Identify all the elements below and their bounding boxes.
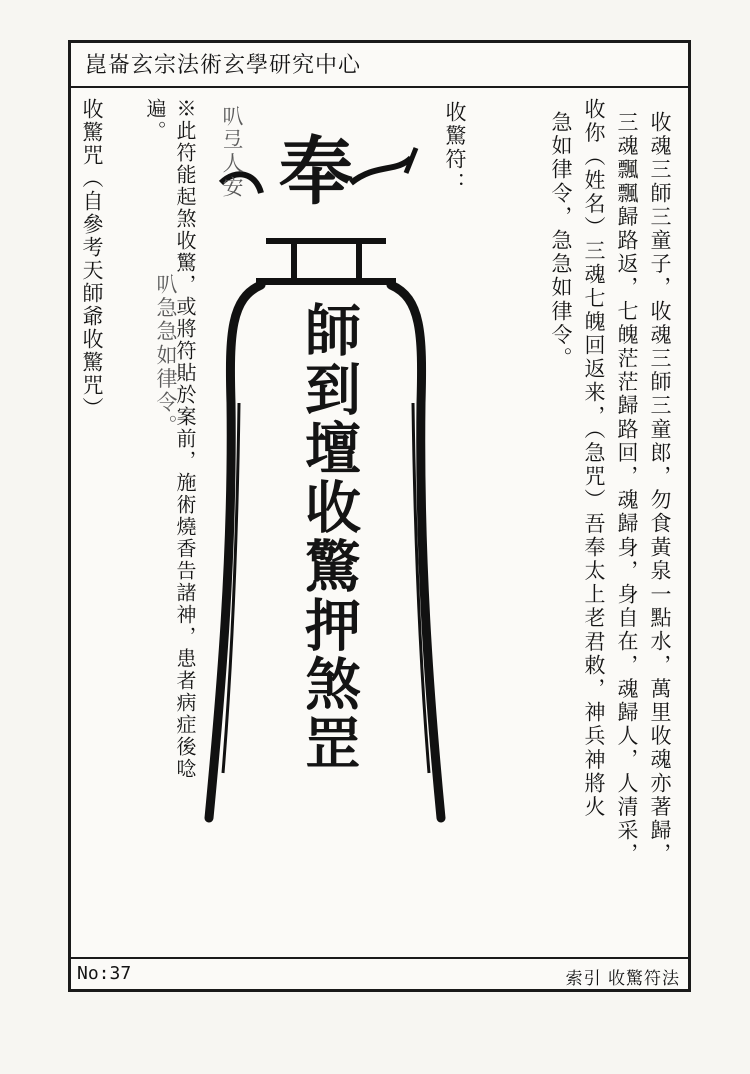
faded-text-column-b: 叭急急如律令。: [154, 273, 178, 439]
reference-line: 收驚咒（自參考天師爺收驚咒）: [80, 98, 104, 420]
incantation-line-1: 收魂三師三童子，收魂三師三童郎，勿食黃泉一點水，萬里收魂亦著歸，: [648, 111, 672, 867]
page-frame: [68, 40, 691, 992]
incantation-line-4: 急如律令，急急如律令。: [549, 111, 573, 371]
talisman-label: 收驚符：: [443, 101, 467, 196]
talisman-note-line-1: ※此符能起煞收驚，或將符貼於案前，施術燒香告諸神，患者病症後唸: [173, 98, 197, 780]
incantation-line-3: 收你（姓名）三魂七魄回返来，（急咒）吾奉太上老君敕，神兵神將火: [582, 98, 606, 820]
page-number: No:37: [77, 963, 132, 984]
index-label: 索引 收驚符法: [565, 969, 680, 989]
incantation-line-2: 三魂飄飄歸路返，七魄茫茫歸路回，魂歸身，身自在，魂歸人，人清采，: [615, 111, 639, 867]
talisman-main-text: 師到壇收驚押煞罡: [296, 301, 362, 773]
faded-text-column-a: 叭弖人安: [220, 105, 244, 200]
page-footer: [71, 957, 688, 989]
talisman-top-character: 奉: [279, 129, 353, 215]
talisman-note-line-2: 遍。: [143, 98, 167, 144]
page-header: 崑崙玄宗法術玄學研究中心: [71, 43, 688, 88]
